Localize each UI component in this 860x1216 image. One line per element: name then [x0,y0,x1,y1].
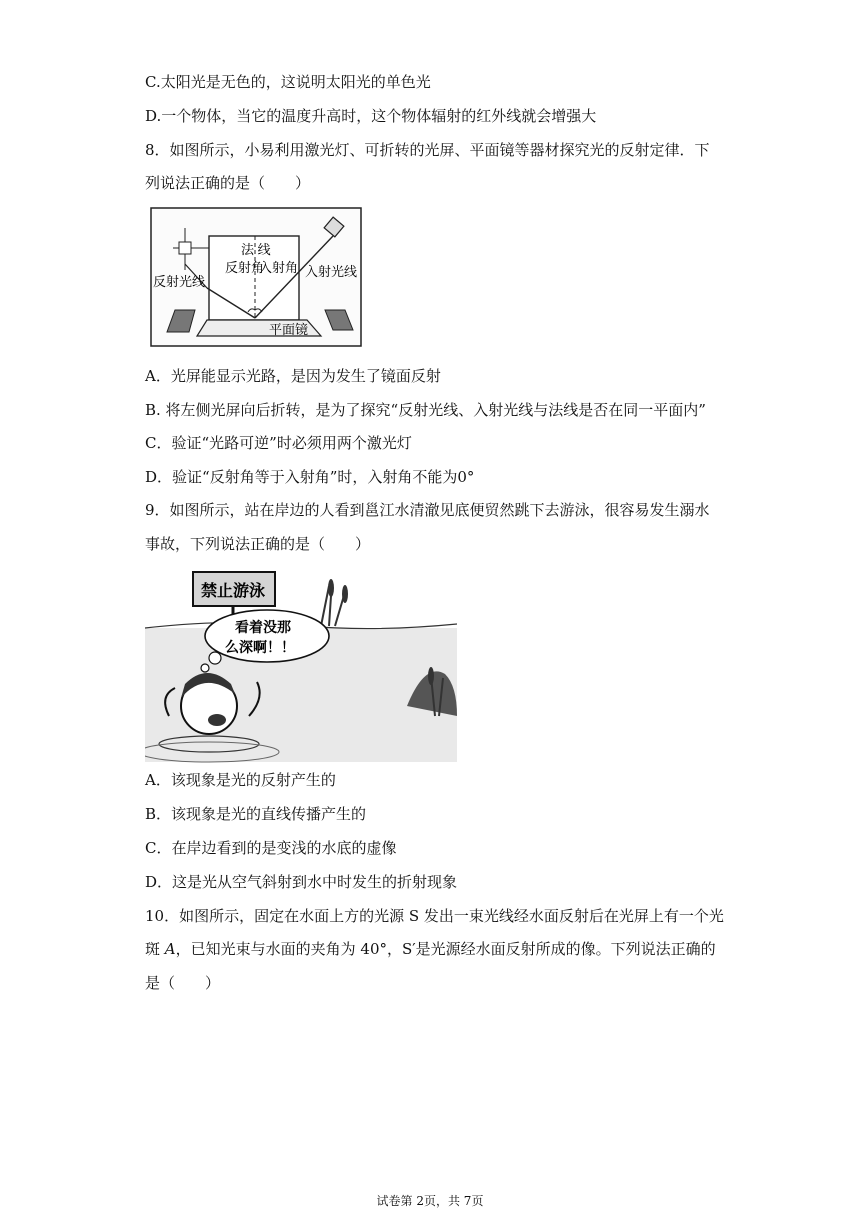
q9-stem-line2: 事故，下列说法正确的是（ ） [145,535,371,553]
q10-stem-line3: 是（ ） [145,974,221,992]
q8-option-b: B. 将左侧光屏向后折转，是为了探究“反射光线、入射光线与法线是否在同一平面内” [145,401,706,419]
q10-line2-pre: 斑 [145,940,165,958]
label-mirror: 平面镜 [269,322,309,337]
label-reflected-ray: 反射光线 [153,274,206,289]
q9-option-c: C．在岸边看到的是变浅的水底的虚像 [145,839,397,857]
q10-stem-line2 [145,939,716,959]
q10-line2-var: A [164,940,176,958]
q8-option-c: C．验证“光路可逆”时必须用两个激光灯 [145,434,412,452]
q8-reflection-figure [145,206,365,350]
q9-stem-line1: 9．如图所示，站在岸边的人看到邕江水清澈见底便贸然跳下去游泳，很容易发生溺水 [145,501,710,519]
q9-option-d: D．这是光从空气斜射到水中时发生的折射现象 [145,873,458,891]
q10-stem-line1: 10．如图所示，固定在水面上方的光源 S 发出一束光线经水面反射后在光屏上有一个光 [145,907,724,925]
label-reflect-angle: 反射角 [225,260,265,275]
bubble-line2: 么深啊！！ [225,640,295,656]
q9-swimming-figure [145,566,457,764]
q9-option-b: B．该现象是光的直线传播产生的 [145,805,367,823]
q8-stem-line1: 8．如图所示，小易利用激光灯、可折转的光屏、平面镜等器材探究光的反射定律．下 [145,141,710,159]
q8-option-a: A．光屏能显示光路，是因为发生了镜面反射 [145,367,441,385]
label-normal: 法 线 [241,242,271,257]
q10-line2-post: ，已知光束与水面的夹角为 40°，S′是光源经水面反射所成的像。下列说法正确的 [175,940,716,958]
bubble-line1: 看着没那 [235,620,291,636]
q9-option-a: A．该现象是光的反射产生的 [145,771,336,789]
sign-text: 禁止游泳 [201,581,266,600]
q7-option-c: C.太阳光是无色的，这说明太阳光的单色光 [145,73,431,91]
label-incident-ray: 入射光线 [305,264,358,279]
label-incident-angle: 入射角 [259,260,299,275]
page-footer: 试卷第 2页，共 7页 [376,1194,484,1208]
q8-stem-line2: 列说法正确的是（ ） [145,174,311,192]
q7-option-d: D.一个物体，当它的温度升高时，这个物体辐射的红外线就会增强大 [145,107,597,125]
q8-option-d: D．验证“反射角等于入射角”时，入射角不能为0° [145,468,475,486]
